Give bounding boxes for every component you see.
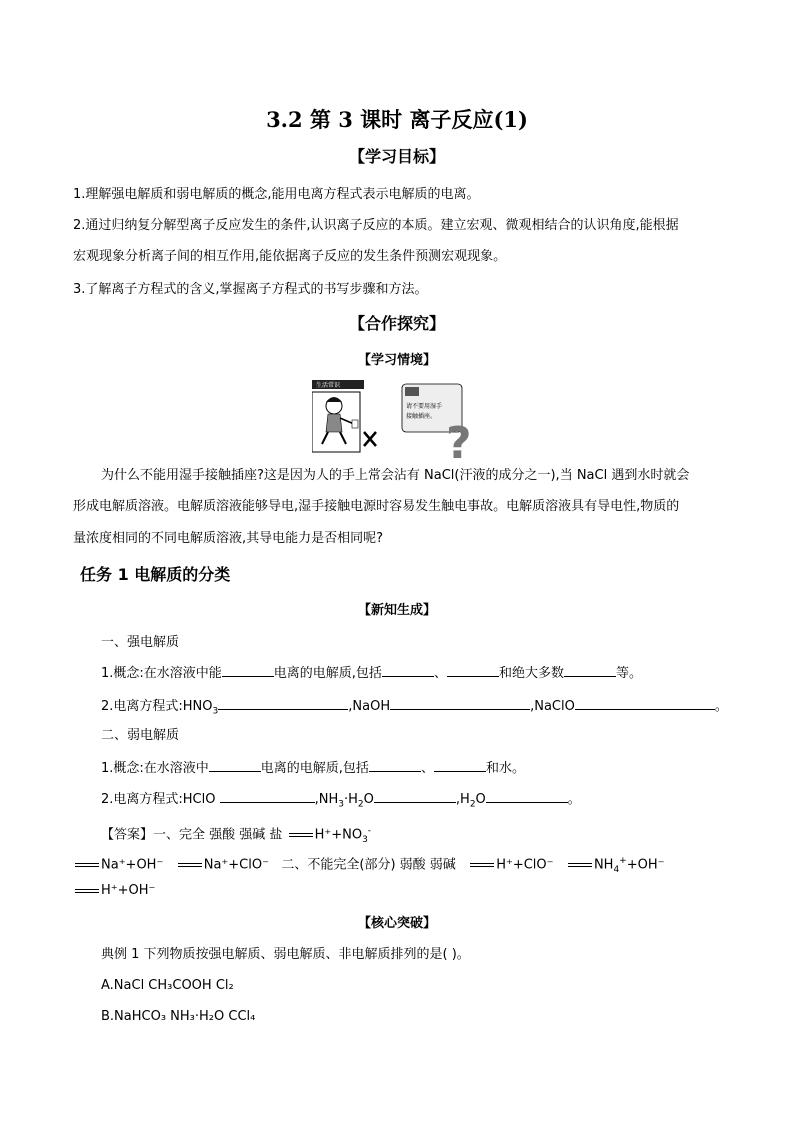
strong-concept-line: 1.概念:在水溶液中能 电离的电解质,包括 、 和绝大多数 等。: [101, 666, 642, 681]
task-1-heading: 任务 1 电解质的分类: [80, 565, 231, 584]
answer-line-1: 【答案】一、完全 强酸 强碱 盐 $H^++NO_3^-$: [101, 826, 372, 845]
blank: [222, 664, 274, 677]
goal-2-line-1: 2.通过归纳复分解型离子反应发生的条件,认识离子反应的本质。建立宏观、微观相结合的认识角度,能根据: [73, 218, 679, 233]
blank: [434, 759, 486, 772]
equals-arrow-icon: [178, 862, 202, 868]
blank: [382, 664, 434, 677]
blank: [447, 664, 499, 677]
goal-1: 1.理解强电解质和弱电解质的概念,能用电离方程式表示电解质的电离。: [73, 187, 480, 202]
blank: [218, 697, 348, 710]
example-1-question: 典例 1 下列物质按强电解质、弱电解质、非电解质排列的是( )。: [101, 947, 470, 962]
reversible-arrow-icon: [75, 888, 99, 894]
equals-arrow-icon: [289, 832, 313, 838]
wet-hand-socket-illustration: [312, 380, 492, 460]
child-body: [326, 414, 342, 432]
situation-para-line-2: 形成电解质溶液。电解质溶液能够导电,湿手接触电源时容易发生触电事故。电解质溶液具有导电性,物质的: [73, 499, 680, 514]
goal-2-line-2: 宏观现象分析离子间的相互作用,能依据离子反应的发生条件预测宏观现象。: [73, 249, 507, 264]
weak-equation-line: 2.电离方程式:HClO $,NH_3\cdot H_2O$ $,H_2O$ 。: [101, 792, 581, 810]
reversible-arrow-icon: [470, 862, 494, 868]
strong-equation-line: 2.电离方程式$:HNO_3$ ,NaOH ,NaClO 。: [101, 699, 728, 717]
socket-shape: [352, 420, 358, 428]
blank: [374, 790, 456, 803]
blank: [575, 697, 715, 710]
subsection-new-knowledge: 【新知生成】: [357, 603, 436, 618]
example-1-option-a: A.NaCl CH₃COOH Cl₂: [101, 978, 234, 993]
weak-electrolyte-heading: 二、弱电解质: [101, 728, 180, 743]
blank: [209, 759, 261, 772]
section-cooperative-inquiry: 【合作探究】: [348, 314, 445, 333]
blank: [564, 664, 616, 677]
answer-line-3: H⁺+OH⁻: [73, 882, 155, 900]
reversible-arrow-icon: [568, 862, 592, 868]
blank: [220, 790, 315, 803]
illus-tag-text: 生活常识: [316, 382, 341, 389]
blank: [390, 697, 530, 710]
strong-electrolyte-heading: 一、强电解质: [101, 635, 180, 650]
situation-para-line-1: 为什么不能用湿手接触插座?这是因为人的手上常会沾有 NaCl(汗液的成分之一),当 NaCl 遇到水时就会: [101, 468, 690, 483]
equals-arrow-icon: [75, 862, 99, 868]
page-title: 3.2 第 3 课时 离子反应(1): [266, 107, 528, 132]
question-mark-icon: ?: [446, 418, 472, 460]
example-1-option-b: B.NaHCO₃ NH₃·H₂O CCl₄: [101, 1009, 256, 1024]
sign-header: [405, 387, 419, 396]
weak-concept-line: 1.概念:在水溶液中 电离的电解质,包括 、 和水。: [101, 761, 525, 776]
subsection-core-breakthrough: 【核心突破】: [357, 916, 436, 931]
section-learning-goals: 【学习目标】: [348, 147, 445, 166]
cross-mark: [364, 432, 376, 446]
blank: [486, 790, 568, 803]
situation-para-line-3: 量浓度相同的不同电解质溶液,其导电能力是否相同呢?: [73, 531, 384, 546]
sign-text-line2: 接触插座。: [406, 413, 437, 420]
answer-line-2: Na⁺+OH⁻ Na⁺+ClO⁻ 二、不能完全(部分) 弱酸 弱碱 H⁺+ClO⁻ $NH_4^++OH^-$: [73, 852, 664, 879]
goal-3: 3.了解离子方程式的含义,掌握离子方程式的书写步骤和方法。: [73, 282, 428, 297]
sign-text-line1: 请不要用湿手: [406, 403, 443, 410]
subsection-learning-situation: 【学习情境】: [357, 353, 436, 368]
blank: [369, 759, 421, 772]
